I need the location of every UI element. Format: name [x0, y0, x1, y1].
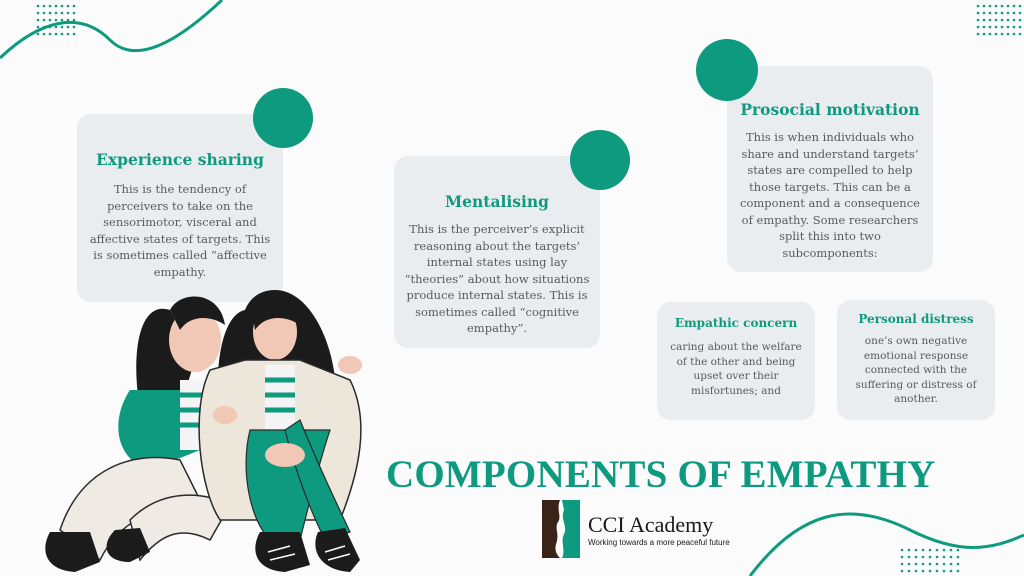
card-line: suffering or distress of: [855, 378, 977, 391]
card-line: caring about the welfare: [670, 341, 802, 353]
card-line: of the other and being: [676, 355, 796, 368]
card-line: connected with the: [864, 364, 968, 376]
card-line: sometimes called “cognitive: [415, 304, 579, 319]
card-line: “theories” about how situations: [404, 271, 590, 286]
accent-circle: [696, 39, 758, 101]
card-heading: Mentalising: [445, 192, 549, 211]
card-line: upset over their: [693, 370, 779, 382]
illustration-two-girls: [20, 270, 390, 576]
card-empathic-concern: [657, 302, 815, 420]
card-line: is sometimes called “affective: [93, 248, 267, 262]
page-title: COMPONENTS OF EMPATHY: [386, 453, 936, 496]
logo-tagline: Working towards a more peaceful future: [588, 538, 730, 547]
card-line: reasoning about the targets’: [413, 238, 581, 253]
card-line: perceivers to take on the: [107, 198, 253, 213]
card-line: empathy”.: [467, 321, 527, 335]
logo-name: CCI Academy: [588, 512, 714, 537]
card-line: states are compelled to help: [747, 163, 913, 177]
card-heading: Personal distress: [858, 312, 974, 326]
card-heading: Empathic concern: [674, 316, 798, 330]
card-line: another.: [894, 393, 938, 405]
card-line: affective states of targets. This: [89, 231, 271, 246]
card-line: This is the tendency of: [113, 182, 247, 196]
cci-academy-logo-icon: [538, 498, 584, 560]
accent-circle: [570, 130, 630, 190]
accent-circle: [253, 88, 313, 148]
card-line: those targets. This can be a: [749, 179, 911, 194]
card-mentalising: [394, 156, 600, 348]
card-heading: Prosocial motivation: [740, 100, 920, 119]
card-personal-distress: [837, 300, 995, 420]
card-line: sensorimotor, visceral and: [103, 215, 257, 229]
card-line: component and a consequence: [740, 196, 920, 210]
card-line: subcomponents:: [782, 245, 878, 260]
card-heading: Experience sharing: [96, 150, 264, 169]
card-line: internal states using lay: [426, 255, 568, 269]
card-line: split this into two: [779, 229, 881, 243]
card-line: produce internal states. This is: [406, 288, 588, 302]
card-line: This is the perceiver’s explicit: [409, 222, 585, 236]
bottom-right-wave: [740, 490, 1024, 576]
dot-grid-top-right: [976, 4, 1022, 38]
card-line: of empathy. Some researchers: [741, 212, 919, 227]
dot-grid-top-left: [36, 4, 80, 38]
dot-grid-bottom-right: [900, 548, 970, 574]
card-prosocial-motivation: [727, 66, 933, 272]
card-line: share and understand targets’: [741, 146, 919, 161]
card-line: misfortunes; and: [691, 384, 781, 397]
card-line: one’s own negative: [864, 335, 968, 347]
card-line: empathy.: [153, 264, 207, 279]
card-line: This is when individuals who: [746, 130, 914, 144]
card-line: emotional response: [863, 349, 969, 362]
